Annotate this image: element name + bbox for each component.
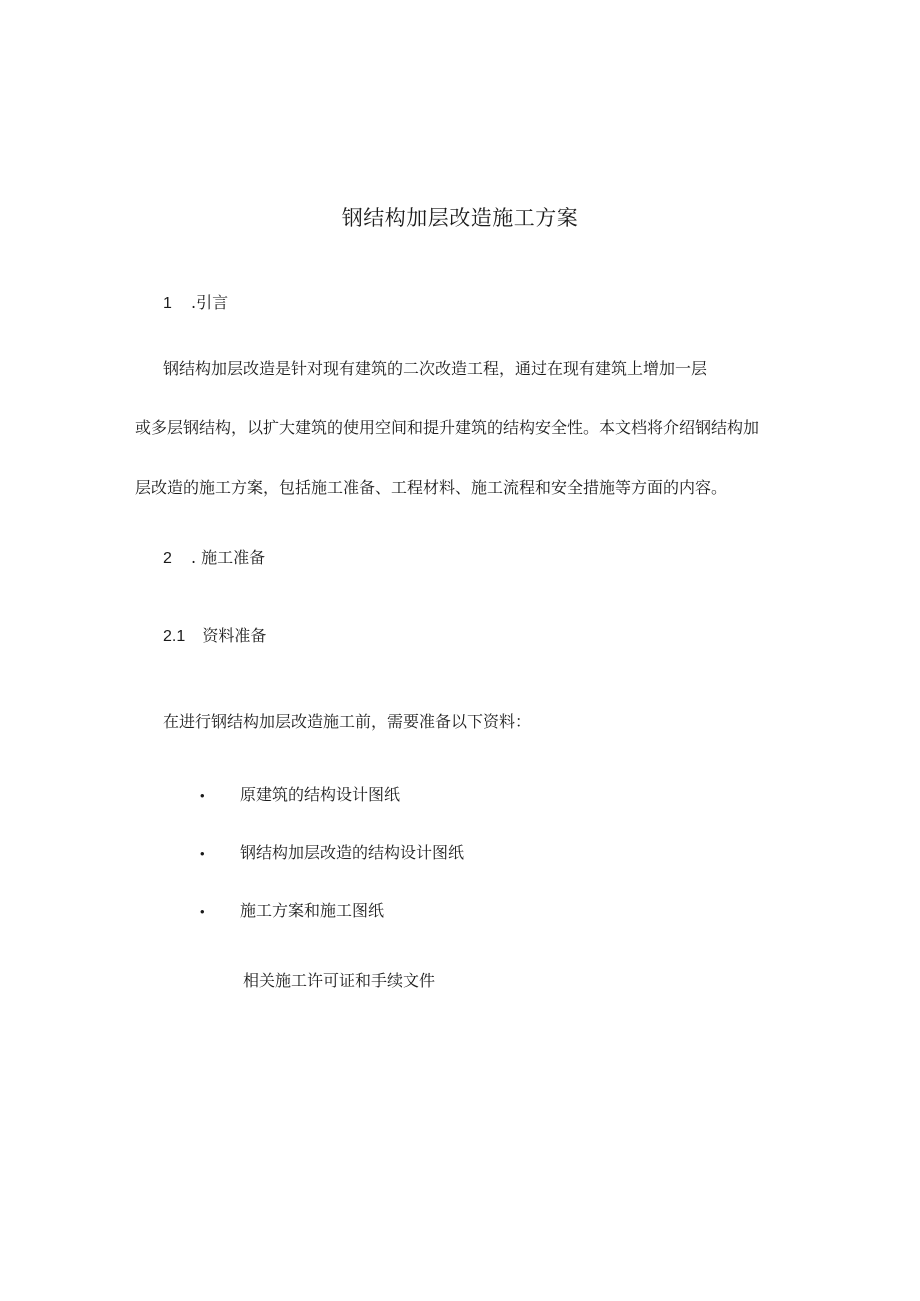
intro-line-1: 钢结构加层改造是针对现有建筑的二次改造工程，通过在现有建筑上增加一层 — [163, 359, 708, 378]
list-item — [200, 901, 385, 922]
bullet-icon: • — [200, 788, 205, 803]
list-item — [200, 843, 465, 864]
section-2-1-heading — [163, 626, 266, 647]
section-1-title: .引言 — [191, 293, 229, 312]
intro-line-2: 或多层钢结构，以扩大建筑的使用空间和提升建筑的结构安全性。本文档将介绍钢结构加 — [135, 418, 760, 437]
bullet-icon: • — [200, 904, 205, 919]
intro-line-3: 层改造的施工方案，包括施工准备、工程材料、施工流程和安全措施等方面的内容。 — [135, 478, 728, 497]
section-2-1-title: 资料准备 — [202, 626, 267, 645]
section-2-1-number: 2.1 — [163, 628, 186, 645]
section-2-number: 2 — [163, 550, 172, 567]
list-item-text: 施工方案和施工图纸 — [240, 901, 385, 920]
document-title: 钢结构加层改造施工方案 — [341, 206, 579, 230]
section-1-heading — [163, 293, 228, 314]
section-1-number: 1 — [163, 295, 172, 312]
section-2-title: . 施工准备 — [191, 548, 266, 567]
list-item-text: 原建筑的结构设计图纸 — [240, 785, 401, 804]
list-item-text: 钢结构加层改造的结构设计图纸 — [240, 843, 465, 862]
list-item — [200, 785, 401, 806]
bullet-icon: • — [200, 846, 205, 861]
trailing-list-item: 相关施工许可证和手续文件 — [243, 971, 436, 990]
prep-intro-text: 在进行钢结构加层改造施工前，需要准备以下资料： — [163, 712, 532, 731]
section-2-heading — [163, 548, 265, 569]
